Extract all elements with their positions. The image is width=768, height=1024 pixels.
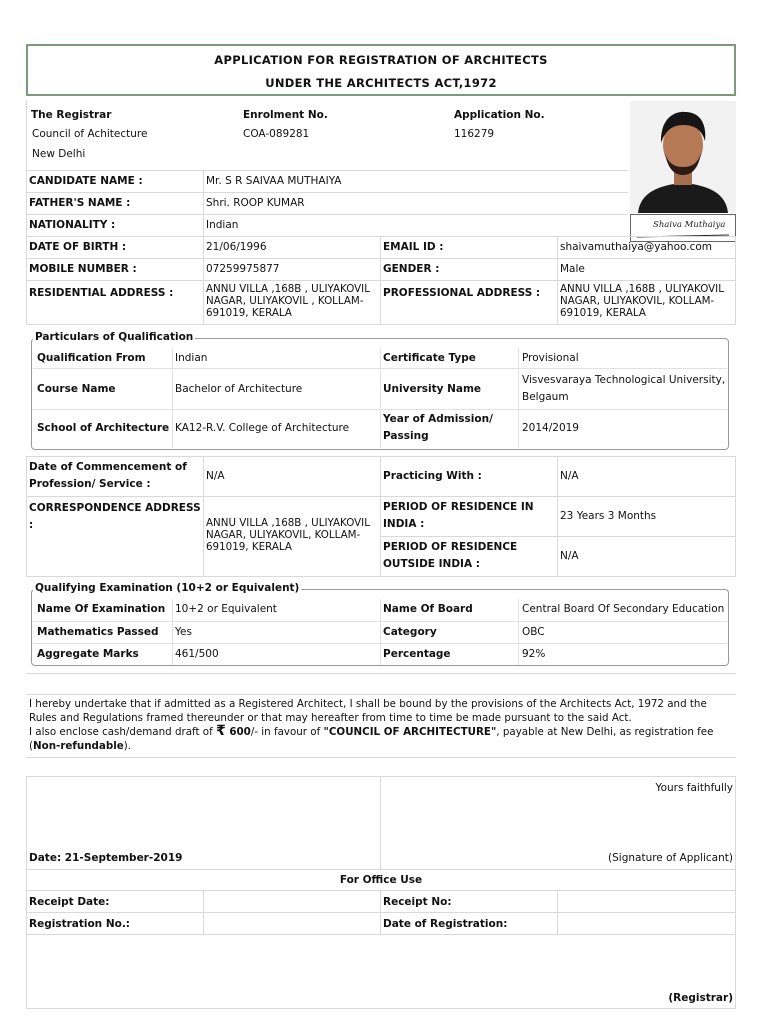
category-label: Category — [383, 626, 437, 638]
percentage-value: 92% — [522, 648, 546, 660]
board-value: Central Board Of Secondary Education — [522, 603, 725, 615]
enrolment-value: COA-089281 — [243, 128, 310, 140]
form-title-line2: UNDER THE ARCHITECTS ACT,1972 — [265, 76, 497, 90]
nationality-value: Indian — [206, 219, 239, 231]
exam-legend: Qualifying Examination (10+2 or Equivalent) — [35, 582, 300, 594]
email-label: EMAIL ID : — [383, 241, 444, 253]
registrar-signature-label: (Registrar) — [668, 992, 733, 1004]
residence-india-value: 23 Years 3 Months — [560, 510, 657, 522]
qualification-from-label: Qualification From — [37, 352, 146, 364]
dob-label: DATE OF BIRTH : — [29, 241, 127, 253]
form-title-box — [26, 44, 736, 96]
course-name-label: Course Name — [37, 383, 116, 395]
exam-name-label: Name Of Examination — [37, 603, 166, 615]
candidate-name-value: Mr. S R SAIVAA MUTHAIYA — [206, 175, 342, 187]
application-value: 116279 — [454, 128, 495, 140]
registrar-label: The Registrar — [31, 109, 112, 121]
signature-of-applicant-label: (Signature of Applicant) — [608, 852, 733, 864]
board-label: Name Of Board — [383, 603, 473, 615]
residential-address-label: RESIDENTIAL ADDRESS : — [29, 287, 174, 299]
percentage-label: Percentage — [383, 648, 451, 660]
university-name-value: Visvesvaraya Technological University, Belgaum — [522, 374, 726, 403]
aggregate-label: Aggregate Marks — [37, 648, 139, 660]
signature-text: Shaiva Muthaiya — [653, 220, 726, 230]
registrar-line3: New Delhi — [32, 148, 86, 160]
commencement-label: Date of Commencement of Profession/ Service : — [29, 461, 187, 490]
professional-address-label: PROFESSIONAL ADDRESS : — [383, 287, 541, 299]
correspondence-label: CORRESPONDENCE ADDRESS : — [29, 502, 201, 531]
exam-name-value: 10+2 or Equivalent — [175, 603, 277, 615]
nationality-label: NATIONALITY : — [29, 219, 116, 231]
math-label: Mathematics Passed — [37, 626, 159, 638]
registrar-line2: Council of Achitecture — [32, 128, 148, 140]
residence-outside-value: N/A — [560, 550, 579, 562]
applicant-photo — [630, 101, 736, 213]
dob-value: 21/06/1996 — [206, 241, 267, 253]
aggregate-value: 461/500 — [175, 648, 219, 660]
email-value: shaivamuthaiya@yahoo.com — [560, 241, 713, 253]
category-value: OBC — [522, 626, 545, 638]
receipt-no-label: Receipt No: — [383, 896, 452, 908]
correspondence-address-value: ANNU VILLA ,168B , ULIYAKOVIL NAGAR, ULIYAKOVIL, KOLLAM- 691019, KERALA — [206, 517, 370, 553]
mobile-value: 07259975877 — [206, 263, 280, 275]
certificate-type-value: Provisional — [522, 352, 579, 364]
certificate-type-label: Certificate Type — [383, 352, 476, 364]
residential-address-value: ANNU VILLA ,168B , ULIYAKOVIL NAGAR, ULIYAKOVIL , KOLLAM- 691019, KERALA — [206, 283, 370, 319]
enrolment-label: Enrolment No. — [243, 109, 328, 121]
commencement-value: N/A — [206, 470, 225, 482]
school-value: KA12-R.V. College of Architecture — [175, 422, 350, 434]
declaration-text: I hereby undertake that if admitted as a Registered Architect, I shall be bound by the provisions of the Architects Act, 1972 and the Rules and Regulations framed thereunder or that may hereafter from time to time be made pursuant to the said Act. I also enclose cash/demand draft of ₹ 600/- in favour of "COUNCIL OF ARCHITECTURE", payable at New Delhi, as registration fee (Non-refundable). — [29, 698, 714, 752]
practicing-label: Practicing With : — [383, 470, 482, 482]
year-label: Year of Admission/ Passing — [383, 413, 493, 442]
mobile-label: MOBILE NUMBER : — [29, 263, 137, 275]
math-value: Yes — [175, 626, 192, 638]
application-label: Application No. — [454, 109, 545, 121]
rupee-symbol: ₹ — [215, 723, 226, 739]
candidate-name-label: CANDIDATE NAME : — [29, 175, 143, 187]
residence-india-label: PERIOD OF RESIDENCE IN INDIA : — [383, 501, 534, 530]
university-name-label: University Name — [383, 383, 482, 395]
father-name-label: FATHER'S NAME : — [29, 197, 131, 209]
registration-no-label: Registration No.: — [29, 918, 131, 930]
course-name-value: Bachelor of Architecture — [175, 383, 303, 395]
school-label: School of Architecture — [37, 422, 170, 434]
office-use-heading: For Office Use — [339, 874, 423, 886]
qualification-legend: Particulars of Qualification — [35, 331, 194, 343]
residence-outside-label: PERIOD OF RESIDENCE OUTSIDE INDIA : — [383, 541, 518, 570]
applicant-photo-image — [630, 101, 736, 213]
application-date: Date: 21-September-2019 — [29, 852, 183, 864]
gender-label: GENDER : — [383, 263, 440, 275]
qualification-from-value: Indian — [175, 352, 208, 364]
date-of-registration-label: Date of Registration: — [383, 918, 508, 930]
year-value: 2014/2019 — [522, 422, 579, 434]
professional-address-value: ANNU VILLA ,168B , ULIYAKOVIL NAGAR, ULIYAKOVIL, KOLLAM- 691019, KERALA — [560, 283, 724, 319]
practicing-value: N/A — [560, 470, 579, 482]
applicant-signature-box — [630, 214, 736, 242]
father-name-value: Shri. ROOP KUMAR — [206, 197, 305, 209]
gender-value: Male — [560, 263, 585, 275]
receipt-date-label: Receipt Date: — [29, 896, 110, 908]
yours-faithfully: Yours faithfully — [655, 782, 733, 794]
form-title-line1: APPLICATION FOR REGISTRATION OF ARCHITECTS — [214, 53, 548, 67]
